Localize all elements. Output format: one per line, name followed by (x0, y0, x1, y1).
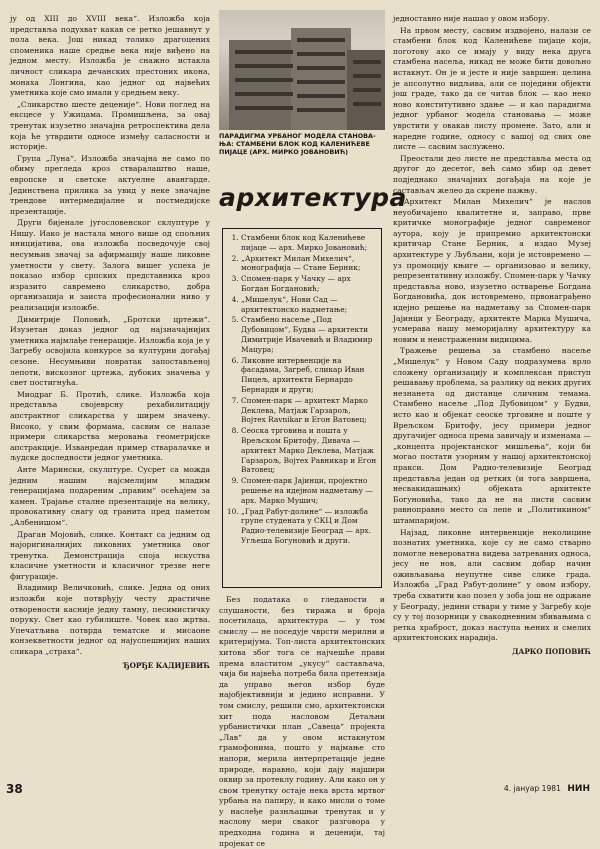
paragraph: Други бијенале југословенског склуптуре у Нишу. Иако је настала много више од спољних иницијатива, ова изложба посведочује свој несумњив значај за афирмацију наше ликовне уметности у свету. Залога вишег успеха је показао избор српских представника кроз изразито савремено сликарство, добра организација и заиста професионални ниво у реализацији изложбе. (10, 218, 210, 313)
paragraph: Анте Марински, скулптуре. Сусрет са можда једним нашим најсмелијим младим генерацијама подареним „правим“ осећајем за камен. Трајање сталне презентације на велику, провокативну снагу од гранита пред паметом „Албенишом“. (10, 464, 210, 527)
list-item: 6. Ликовне интервенције на фасадама, Загреб, сликар Иван Пицељ, архитекти Бернардо Бернарди и други; (241, 356, 377, 395)
paragraph: Тражење решења за стамбено насеље „Мишелук“ у Новом Саду подразумева врло сложену организацију и комплексан приступ решавању проблема, за разлику од неких других незнанета од дистанце сличним темама. Стамбено насеље „Под Дубовицом“ у Будви, исто као и објекат сеоске трговине и поште у Врељском Бритофу, јесу примери једног другачијег односа према завичају и изменама — „концепта пројектанског мишљења“, који би могао постати узорним у нашој архитектонској пракси. Дом Радио-телевизије Београд представља један од ретких (и тога завршена, несвакидашњих) објеката архитекте Богуновића, тако да не на листи сасвим равноправно место са лепе и „Политикином“ штампаријом. (393, 346, 591, 525)
page-number: 38 (6, 782, 23, 796)
author-signature: ДАРКО ПОПОВИЋ (512, 647, 591, 657)
building-photo (219, 10, 385, 130)
paragraph: Владимир Величковић, слике. Једна од оних изложби које потврђују честу драстичне отворености касније једну тамну, песимистичку поруку. Свет као губилиште. Човек као жртва. Упечатљива потврда тематске и мисаоне конзекветности једног од најуспешнијих наших сликара „страха“. (10, 583, 210, 657)
top-list (227, 233, 377, 546)
paragraph: Без података о гледаности и слушаности, без тиража и броја посетилаца, архитектура — у том смислу — не поседује чврсти мерилни и критеријума. Топ-листа архитектонских хитова због тога се најчешће прави према властитом „укусу“ састављача, чија би највећа потреба била претензија да управо његов избор буде најобјективнији и једино исправни. У том смислу, решили смо, архитектонски хит пода насловом Детаљни урбанистички план „Савеца“ пројекта „Лав“ да у овом истакнутом грамофонима, пошто у најмање сто напори, мерила интерпретације једне природе, наравно, који дају најшири оквир за протеклу годину. Али како он у свом тренутку остаје нека врста мртвог урбања на папиру, и како мисли о томе у наслеђе разнљашњи тренутак и у наслову мери сваког разговора у предходна година и деценији, тај пројекат се (219, 595, 385, 848)
author-signature: ЂОРЂЕ КАДИЈЕВИЋ (123, 660, 210, 670)
issue-date: 4. јануар 1981 (503, 784, 561, 793)
paragraph: „Архитект Милан Михелич“ је наслов неуобичајено квалитетне и, заправо, прве критичке монографије једног савременог аутора, коју је припремио архитектонски критичар Стане Берник, а издао Музеј архитектуре у Љубљани, који је истовремено — уз промоцију књиге — организовао и велику, репрезентативну изложбу. Спомен-парк у Чачку представља ново, изузетно остварење Богдана Богдановића, док истовремено, првонаграђено идејно решење на надметању за Спомен-парк Јајинци у Београду, архитекте Марка Мушича, усмерава нашу меморијалну архитектуру ка новим и неистраженим видицима. (393, 197, 591, 344)
list-item: 3. Спомен-парк у Чачку — арх Богдан Богдановић; (241, 274, 377, 294)
paragraph: Група „Луна“. Изложба значајна не само по обиму прегледа кроз стваралаштво наше, европске и светске актуелне авангарде. Јединствена прилика за увид у неке значајне трендове интермедијалне и постмедијске презентације. (10, 153, 210, 216)
top-list-box (222, 228, 382, 588)
paragraph: Драган Мојовић, слике. Контакт са једним од најоригиналнијих ликовних уметника овог тренутка. Демонстрација споја искуства класичне уметности и класичног трезве неге фигурације. (10, 529, 210, 581)
middle-column-text (219, 595, 385, 848)
paragraph: Најзад, ликовне интервенције неколицине познатих уметника, које су не само стварно помогле невероватна видева затреваних односа, јесу не нов, али сасвим добар начин оживљавања неупутне сиве слике града. Изложба „Град Рабут-долине“ у овом избору, треба схватити као позел у зоба још не одржане у Београду, једини ствари у тиме у Загребу које су у тој позорници у свакодневним збивањима с ретка храброст, доказ наступа њених и смелих архитектонских нарадија. (393, 527, 591, 643)
footer-info (504, 784, 590, 794)
paragraph: „Сликарство шесте деценије“. Нови поглед на ексцесе у Ужицама. Промишљена, за овај тренутак изузетно значајна ретроспектива дела која ће утврдити односе између саласности и историје. (10, 99, 210, 152)
list-item: 1. Стамбени блок код Каленићеве пијаце — арх. Мирко Јовановић; (241, 233, 377, 253)
list-item: 5. Стамбено насеље „Под Дубовицом“, Будва — архитекти Димитрије Ивачевић и Владимир Мацура; (241, 315, 377, 354)
paragraph: Преостали део листе не представља места од другог до десетог, већ само збир од девет подједнако значајних догађаја на које је састављач желео да скрене пажњу. (393, 153, 591, 195)
paragraph: ју од XIII до XVIII века“. Изложба која представља подухват какав се ретко јешавнут у пола века. Још никад толико драгоцених споменика наше средње века није виђено на једном месту. Изложба је снажно истакла личност сликара дечанских престоних икона, монаха Лонгина, као једног од највећих уметника које смо имали у средњем веку. (10, 14, 210, 98)
photo-caption: ПАРАДИГМА УРБАНОГ МОДЕЛА СТАНОВА-ЊА: СТАМБЕНИ БЛОК КОД КАЛЕНИЋЕВЕ ПИЈАЦЕ (АРХ. МИРКО ЈОВАНОВИЋ) (219, 132, 376, 156)
paragraph: Димитрије Поповић, „Бротски цртежи“. Изузетан доказ једног од најзначајнијих уметника најмлађе генерације. Изложба која је у Загребу освојила конкурсе за културни догађај сезоне. Несумњиви повратак запостављеној лепоти, вискозног цртежа, дубоких значења у свет постигнућа. (10, 314, 210, 388)
paragraph: једноставно није нашао у овом избору. (393, 14, 550, 23)
magazine-name: НИН (567, 784, 590, 794)
list-item: 2. „Архитект Милан Михелич“, монографија — Стане Берник; (241, 254, 377, 274)
left-column-text (10, 14, 210, 754)
list-item: 7. Спомен-парк — архитект Марко Деклева, Матјаж Гарзарољ, Војтех Ravnikar и Егон Ватовец; (241, 396, 377, 425)
paragraph: На првом месту, сасвим издвојено, налази се стамбени блок код Каленићеве пијаце који, поготову ако се имају у виду нека друга стамбена насеља, никад не може бити довољно истакнут. Он је и јесте и није завршен: целина је апсолутно видљива, али се поједини објекти још граде, тако да се читав блок — као неко ново конститутивно здање — и као парадигма једног урбаног модела становања — може уврстити у овакав листу промене. Зато, али и наредне године, односу с вашој од свих ове листе — сасвим заслужено. (393, 25, 591, 152)
list-item: 4. „Мишелук“, Нови Сад — архитектонско надметање; (241, 295, 377, 315)
list-item: 8. Сеоска тргoвина и пошта у Врељском Бритофу, Дивача — архитект Марко Деклева, Матјаж Гарзарољ, Војтех Равникар и Егон Ватовец; (241, 426, 377, 475)
right-column-text (393, 14, 591, 766)
list-item: 9. Спомен-парк Јајинци, пројектно решење на идејном надметању — арх. Марко Мушич; (241, 476, 377, 505)
list-item: 10. „Град Рабут-долине“ — изложба групе студената у СКЦ и Дом Радио-телевизије Београд — арх. Угљеша Богуновић и други. (241, 507, 377, 546)
paragraph: Миодраг Б. Протић, слике. Изложба која представља својеврсну рехабилитацију апстрактног сликарства у ширем значењу. Високо, у свим формама, сасвим се налазе примери сликарства меровања геометријске апстракције. Изванредан пример стваралачке и људске доследности једног уметника. (10, 389, 210, 463)
section-heading: архитектура (219, 183, 407, 212)
